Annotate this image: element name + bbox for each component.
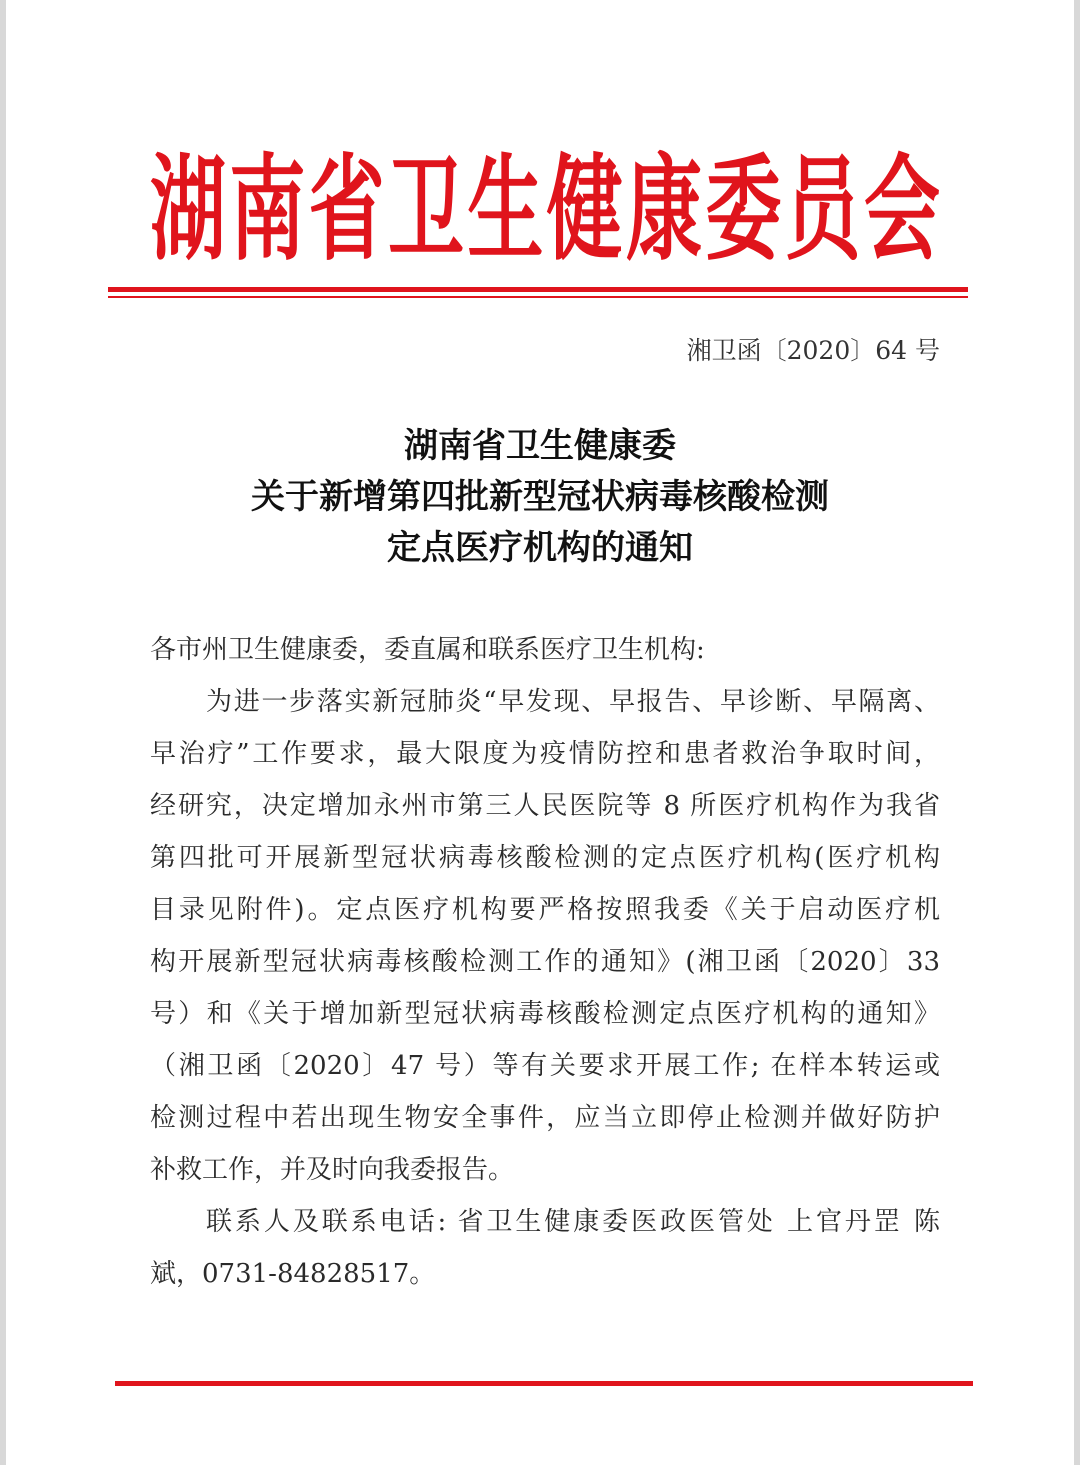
body-line: 补救工作，并及时向我委报告。 (150, 1155, 515, 1185)
body-line: 各市州卫生健康委，委直属和联系医疗卫生机构: (150, 635, 705, 665)
body-line: 联系人及联系电话: 省卫生健康委医政医管处 上官丹罡 陈 (206, 1207, 940, 1237)
letterhead-rule-thick (108, 287, 968, 292)
letterhead-rule-thin (108, 296, 968, 298)
body-line: 号）和《关于增加新型冠状病毒核酸检测定点医疗机构的通知》 (150, 999, 940, 1029)
title-line-3: 定点医疗机构的通知 (387, 528, 693, 568)
page-edge-left (0, 0, 6, 1465)
body-line: 第四批可开展新型冠状病毒核酸检测的定点医疗机构(医疗机构 (150, 843, 940, 873)
organization-letterhead: 湖南省卫生健康委员会 (150, 142, 940, 276)
body-line: 构开展新型冠状病毒核酸检测工作的通知》(湘卫函〔2020〕33 (150, 947, 940, 977)
body-line: 为进一步落实新冠肺炎“早发现、早报告、早诊断、早隔离、 (206, 687, 940, 717)
body-line: 检测过程中若出现生物安全事件，应当立即停止检测并做好防护 (150, 1103, 940, 1133)
title-line-1: 湖南省卫生健康委 (404, 426, 676, 466)
document-number: 湘卫函〔2020〕64 号 (686, 336, 940, 365)
body-line: （湘卫函〔2020〕47 号）等有关要求开展工作; 在样本转运或 (150, 1051, 940, 1081)
body-line: 经研究，决定增加永州市第三人民医院等 8 所医疗机构作为我省 (150, 791, 940, 821)
body-line: 目录见附件)。定点医疗机构要严格按照我委《关于启动医疗机 (150, 895, 940, 925)
footer-rule (115, 1381, 973, 1386)
title-line-2: 关于新增第四批新型冠状病毒核酸检测 (251, 477, 829, 517)
body-line: 早治疗”工作要求，最大限度为疫情防控和患者救治争取时间， (150, 739, 940, 769)
body-line: 斌，0731-84828517。 (150, 1259, 436, 1289)
page-edge-right (1074, 0, 1080, 1465)
